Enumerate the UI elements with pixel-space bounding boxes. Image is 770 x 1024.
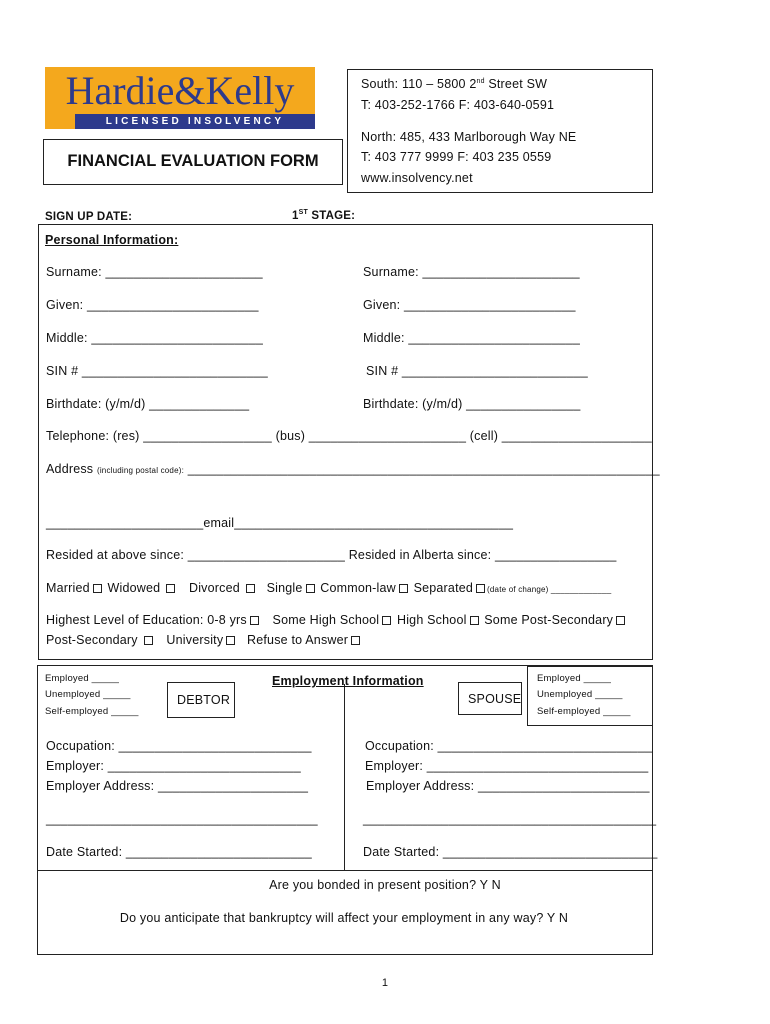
- married-checkbox[interactable]: [93, 584, 102, 593]
- spouse-label-box: [458, 682, 522, 715]
- edu-some-post-checkbox[interactable]: [616, 616, 625, 625]
- spouse-self-employed-field[interactable]: Self-employed _____: [537, 706, 631, 717]
- education-options-row2: Post-Secondary University Refuse to Answer: [46, 633, 362, 647]
- marital-status-options: Married Widowed Divorced Single Common-law Separated (date of change) _____________: [46, 581, 612, 595]
- form-title: FINANCIAL EVALUATION FORM: [67, 152, 319, 170]
- occupation-field-left[interactable]: Occupation: ___________________________: [46, 739, 312, 753]
- sign-up-date-label: SIGN UP DATE:: [45, 211, 133, 223]
- page-number: 1: [381, 977, 389, 989]
- given-field-left[interactable]: Given: ________________________: [46, 298, 259, 312]
- spouse-employed-field[interactable]: Employed _____: [537, 673, 612, 684]
- website-link[interactable]: www.insolvency.net: [361, 171, 473, 185]
- south-phone: T: 403-252-1766 F: 403-640-0591: [361, 98, 555, 112]
- logo-wordmark: Hardie&Kelly: [65, 68, 295, 113]
- birthdate-field-right[interactable]: Birthdate: (y/m/d) ________________: [363, 397, 581, 411]
- sin-field-right[interactable]: SIN # __________________________: [366, 364, 588, 378]
- employer-field-right[interactable]: Employer: _______________________________: [365, 759, 649, 773]
- employer-field-left[interactable]: Employer: ___________________________: [46, 759, 301, 773]
- single-checkbox[interactable]: [306, 584, 315, 593]
- middle-field-right[interactable]: Middle: ________________________: [363, 331, 581, 345]
- common-law-checkbox[interactable]: [399, 584, 408, 593]
- middle-field-left[interactable]: Middle: ________________________: [46, 331, 264, 345]
- debtor-label: DEBTOR: [177, 693, 231, 707]
- separated-checkbox[interactable]: [476, 584, 485, 593]
- form-title-box: [43, 139, 343, 185]
- edu-refuse-checkbox[interactable]: [351, 636, 360, 645]
- bankruptcy-question: Do you anticipate that bankruptcy will affect your employment in any way? Y N: [119, 911, 569, 925]
- surname-field-left[interactable]: Surname: ______________________: [46, 265, 263, 279]
- employer-address-line2-left[interactable]: ______________________________________: [46, 812, 318, 826]
- bonded-question: Are you bonded in present position? Y N: [269, 878, 501, 892]
- south-address: South: 110 – 5800 2nd Street SW: [361, 77, 548, 91]
- employer-address-field-left[interactable]: Employer Address: _____________________: [46, 779, 309, 793]
- date-started-field-left[interactable]: Date Started: __________________________: [46, 845, 312, 859]
- occupation-field-right[interactable]: Occupation: ______________________________: [365, 739, 653, 753]
- surname-field-right[interactable]: Surname: ______________________: [363, 265, 580, 279]
- date-started-field-right[interactable]: Date Started: ______________________________: [363, 845, 658, 859]
- email-field[interactable]: ______________________email_______________________________________: [46, 516, 514, 530]
- employment-bottom-rule: [37, 870, 653, 871]
- employment-divider: [344, 684, 345, 870]
- debtor-label-box: [167, 682, 235, 718]
- edu-0-8-checkbox[interactable]: [250, 616, 259, 625]
- sin-field-left[interactable]: SIN # __________________________: [46, 364, 268, 378]
- north-address: North: 485, 433 Marlborough Way NE: [361, 130, 577, 144]
- given-field-right[interactable]: Given: ________________________: [363, 298, 576, 312]
- address-field[interactable]: Address (including postal code): __________________________________________________________________: [46, 462, 660, 476]
- edu-post-checkbox[interactable]: [144, 636, 153, 645]
- edu-university-checkbox[interactable]: [226, 636, 235, 645]
- debtor-employed-field[interactable]: Employed _____: [45, 673, 120, 684]
- logo-tagline: LICENSED INSOLVENCY TRUSTEE: [75, 114, 315, 129]
- education-options-row1: Highest Level of Education: 0-8 yrs Some High School High School Some Post-Secondary: [46, 613, 627, 627]
- edu-high-checkbox[interactable]: [470, 616, 479, 625]
- first-stage-label: 1ST STAGE:: [292, 209, 356, 222]
- birthdate-field-left[interactable]: Birthdate: (y/m/d) ______________: [46, 397, 250, 411]
- employment-heading: Employment Information: [272, 674, 424, 688]
- debtor-self-employed-field[interactable]: Self-employed _____: [45, 706, 139, 717]
- resided-since-fields[interactable]: Resided at above since: ______________________ Resided in Alberta since: _________________: [46, 548, 617, 562]
- personal-info-heading: Personal Information:: [45, 233, 179, 247]
- debtor-unemployed-field[interactable]: Unemployed _____: [45, 689, 131, 700]
- employer-address-line2-right[interactable]: _________________________________________: [363, 812, 657, 826]
- north-phone: T: 403 777 9999 F: 403 235 0559: [361, 150, 552, 164]
- company-logo: [45, 67, 315, 142]
- spouse-unemployed-field[interactable]: Unemployed _____: [537, 689, 623, 700]
- spouse-label: SPOUSE: [468, 692, 522, 706]
- telephone-fields[interactable]: Telephone: (res) __________________ (bus) ______________________ (cell) _____________________: [46, 429, 652, 443]
- employer-address-field-right[interactable]: Employer Address: ________________________: [366, 779, 650, 793]
- widowed-checkbox[interactable]: [166, 584, 175, 593]
- edu-some-high-checkbox[interactable]: [382, 616, 391, 625]
- divorced-checkbox[interactable]: [246, 584, 255, 593]
